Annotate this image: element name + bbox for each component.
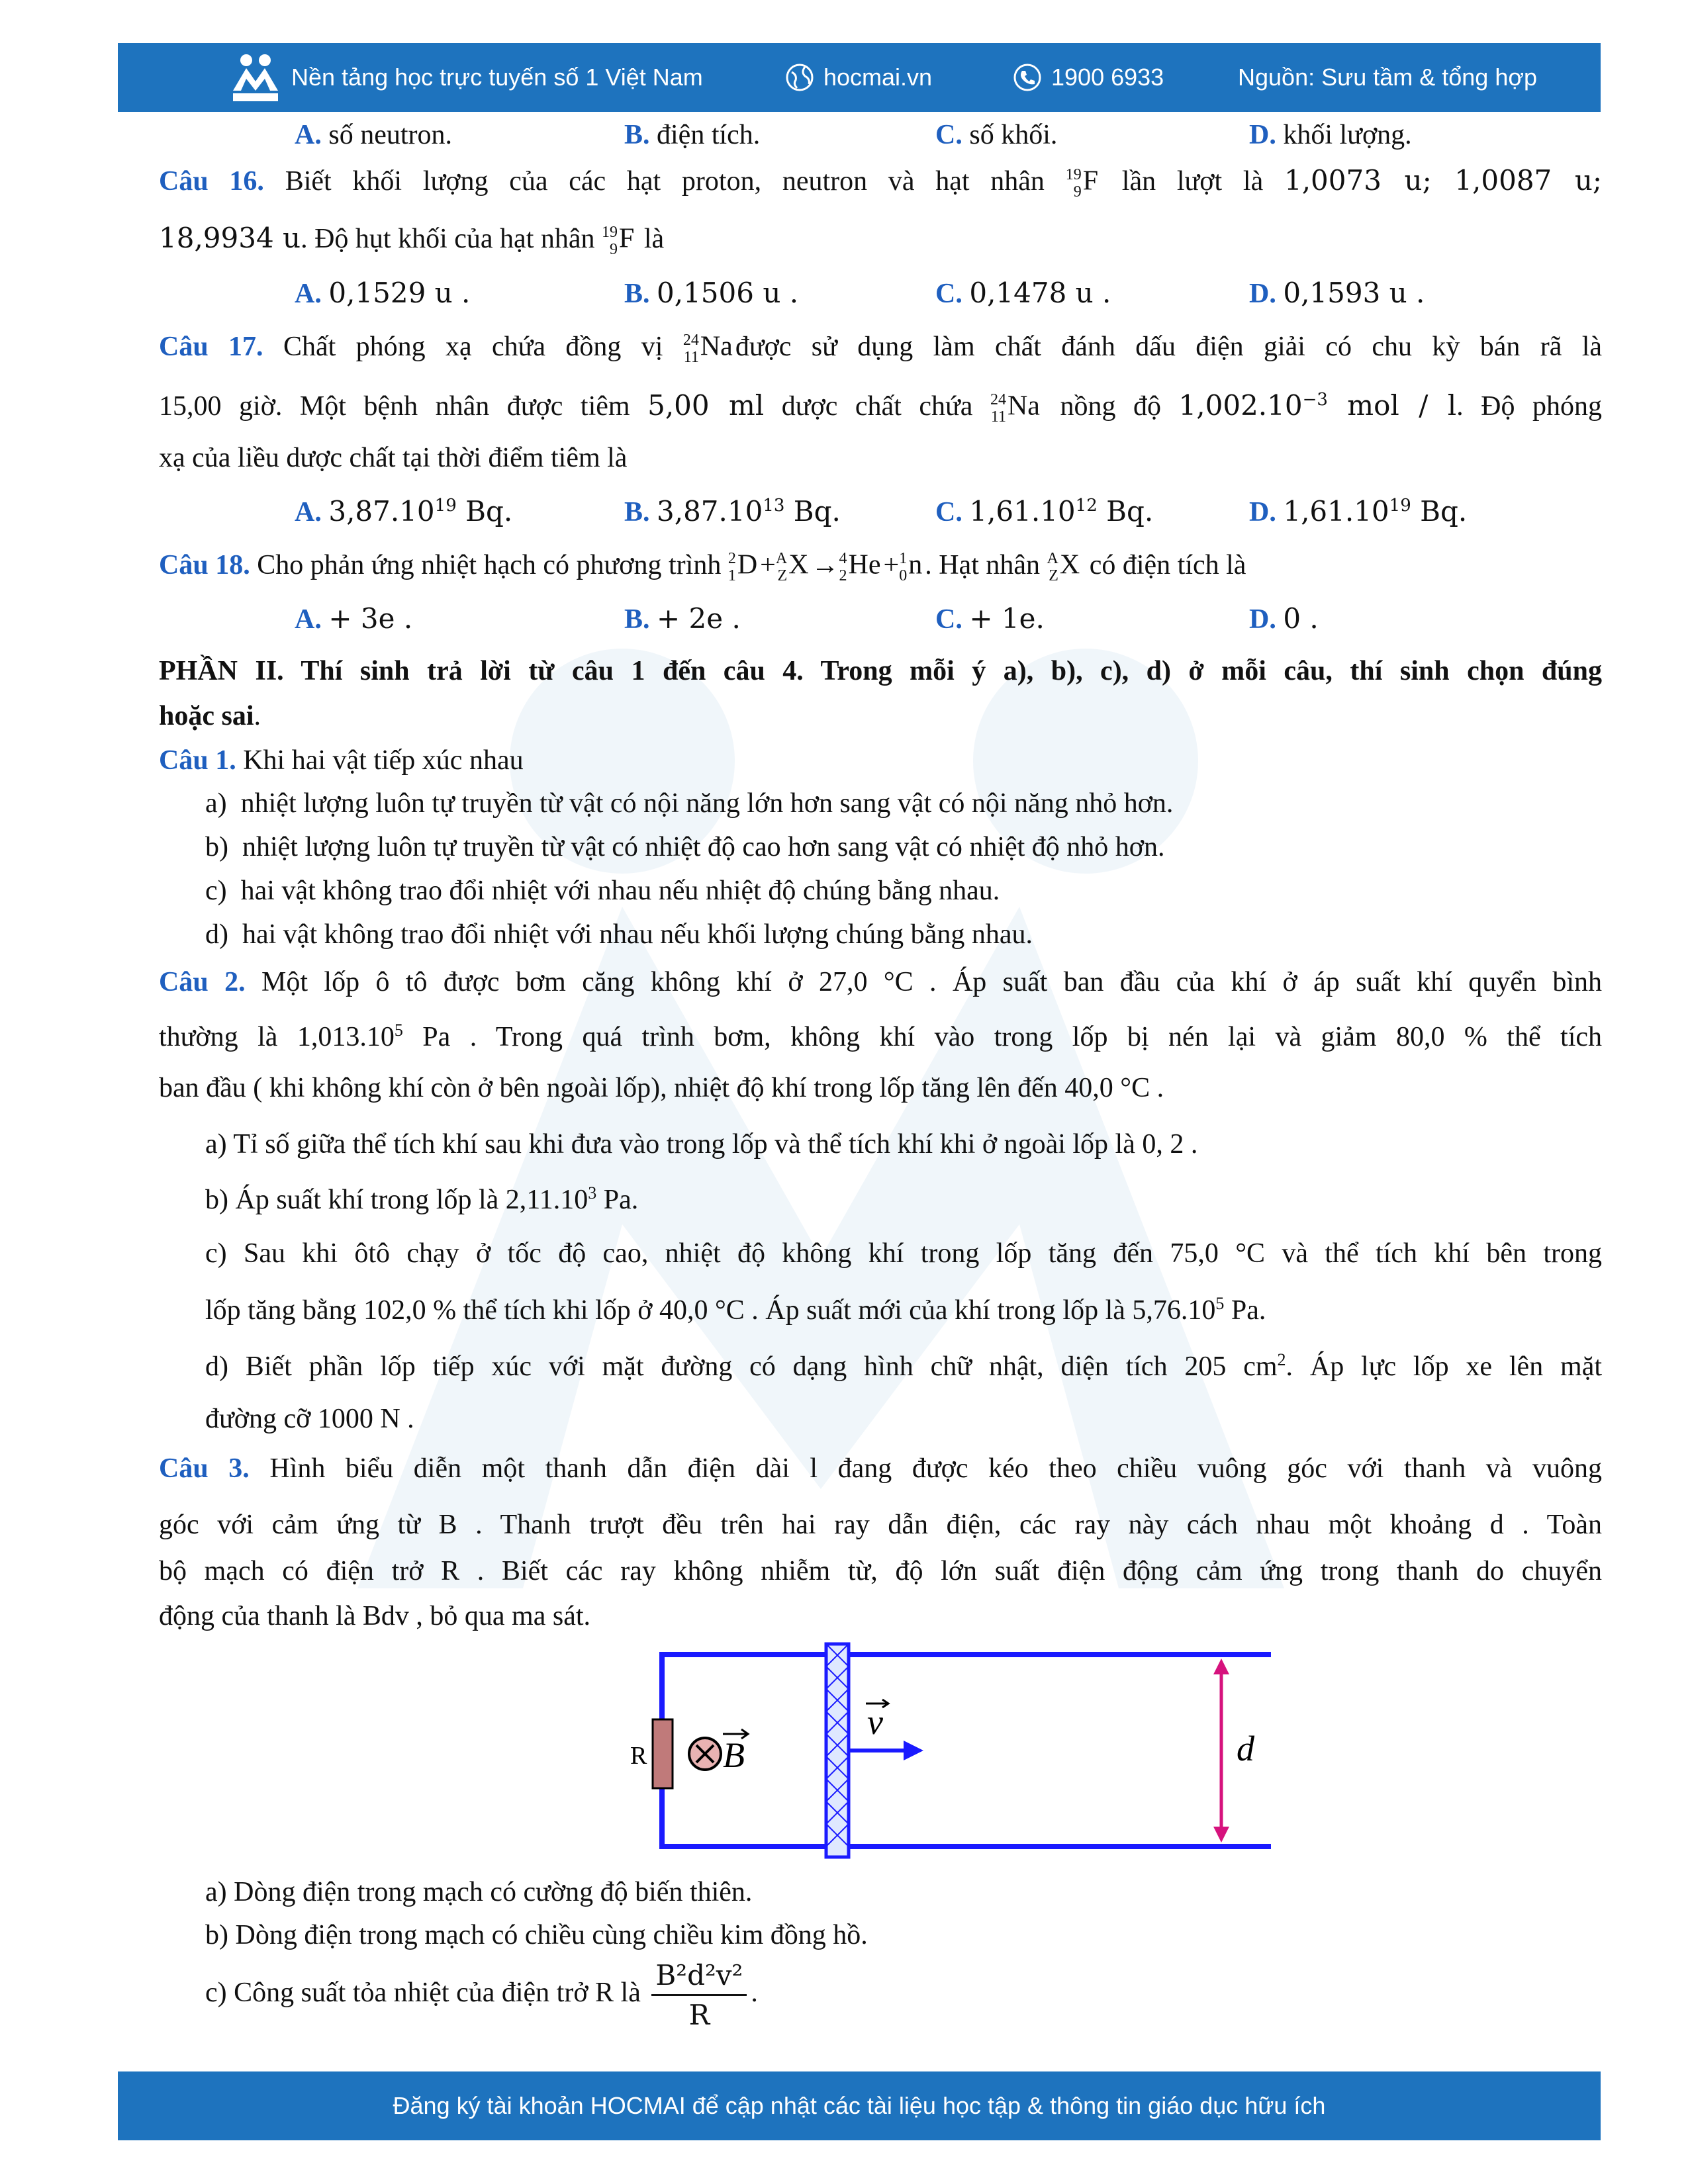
p1-stem: Câu 1. Khi hai vật tiếp xúc nhau (159, 745, 524, 776)
slogan: Nền tảng học trực tuyến số 1 Việt Nam (291, 64, 703, 91)
circuit-figure (622, 1641, 1284, 1860)
distance-arrow-top (1213, 1659, 1229, 1674)
source-note: Nguồn: Sưu tầm & tổng hợp (1238, 64, 1537, 91)
q17-option-c: C. 1,61.10$^{12}$ Bq. (935, 495, 1154, 527)
p3-line-3: bộ mạch có điện trở R . Biết các ray không nhiễm từ, độ lớn suất điện động cảm ứng trong thanh do chuyển (159, 1556, 1602, 1586)
p3-item-b: b) Dòng điện trong mạch có chiều cùng chiều kim đồng hồ. (205, 1920, 868, 1950)
sliding-bar (826, 1644, 849, 1857)
q17-option-b: B. 3,87.10$^{13}$ Bq. (624, 495, 841, 527)
p2-line-1: Câu 2. Một lốp ô tô được bơm căng không khí ở 27,0 °C . Áp suất ban đầu của khí ở áp suất khí quyển bình (159, 967, 1603, 997)
p2-item-d-2: đường cỡ 1000 N . (205, 1404, 414, 1434)
q17-option-d: D. 1,61.10$^{19}$ Bq. (1249, 495, 1468, 527)
p1-item-d: d) hai vật không trao đổi nhiệt với nhau nếu khối lượng chúng bằng nhau. (205, 919, 1033, 950)
p3-line-4: động của thanh là Bdv , bỏ qua ma sát. (159, 1601, 591, 1631)
p3-item-c: c) Công suất tỏa nhiệt của điện trở R là $\frac{\text{B²d²v²}}{R}$ . (205, 1959, 758, 2031)
p1-item-b: b) nhiệt lượng luôn tự truyền từ vật có nhiệt độ cao hơn sang vật có nhiệt độ nhỏ hơn. (205, 832, 1165, 862)
p3-item-a: a) Dòng điện trong mạch có cường độ biến thiên. (205, 1877, 753, 1907)
q18-option-a: A. + 3e . (295, 602, 413, 635)
q16-option-b: B. 0,1506 u . (624, 277, 799, 309)
distance-arrow-bottom (1213, 1827, 1229, 1843)
q17-line-2: 15,00 giờ. Một bệnh nhân được tiêm 5,00 ml dược chất chứa 24 11 Na nồng độ $1,002.10^{-3}$ mol / l. Độ phóng (159, 389, 1603, 426)
q18-option-b: B. + 2e . (624, 602, 741, 635)
q16-line-2: 18,9934 u. Độ hụt khối của hạt nhân 19 9 F là (159, 222, 665, 259)
p3-line-2: góc với cảm ứng từ B . Thanh trượt đều trên hai ray dẫn điện, các ray này cách nhau một khoảng d . Toàn (159, 1510, 1602, 1540)
p2-line-2: thường là 1,013.10$^5$ Pa . Trong quá trình bơm, không khí vào trong lốp bị nén lại và giảm 80,0 % thể tích (159, 1021, 1603, 1052)
p2-item-a: a) Tỉ số giữa thể tích khí sau khi đưa vào trong lốp và thể tích khí khi ở ngoài lốp là 0, 2 . (205, 1129, 1198, 1160)
hocmai-logo-icon (229, 51, 282, 104)
phone-number[interactable]: 1900 6933 (1013, 43, 1164, 112)
q18-option-d: D. 0 . (1249, 602, 1319, 635)
q15-option-b: B. điện tích. (624, 120, 761, 150)
nuclide-f: 19 9 F (1065, 166, 1099, 201)
q17-line-1: Câu 17. Chất phóng xạ chứa đồng vị 24 11 Nađược sử dụng làm chất đánh dấu điện giải có chu kỳ bán rã là (159, 332, 1603, 367)
p1-item-a: a) nhiệt lượng luôn tự truyền từ vật có nội năng lớn hơn sang vật có nội năng nhỏ hơn. (205, 788, 1174, 819)
velocity-arrowhead (904, 1741, 923, 1760)
globe-icon (785, 63, 814, 92)
q16-option-a: A. 0,1529 u . (295, 277, 471, 309)
q15-option-c: C. số khối. (935, 120, 1058, 150)
power-fraction: $\frac{\text{B²d²v²}}{R}$ (651, 1959, 747, 2031)
q17-line-3: xạ của liều dược chất tại thời điểm tiêm là (159, 443, 628, 473)
p2-line-3: ban đầu ( khi không khí còn ở bên ngoài lốp), nhiệt độ khí trong lốp tăng lên đến 40,0 °C . (159, 1073, 1164, 1103)
p1-item-c: c) hai vật không trao đổi nhiệt với nhau nếu nhiệt độ chúng bằng nhau. (205, 876, 1000, 906)
part2-title: PHẦN II. Thí sinh trả lời từ câu 1 đến câu 4. Trong mỗi ý a), b), c), d) ở mỗi câu, thí sinh chọn đúng (159, 656, 1602, 686)
distance-label: d (1237, 1729, 1254, 1768)
left-loop (662, 1655, 827, 1846)
resistor-label: R (630, 1742, 647, 1770)
header-banner (118, 43, 1601, 112)
resistor (653, 1719, 673, 1788)
field-label: B (723, 1735, 745, 1775)
q18-option-c: C. + 1e. (935, 602, 1045, 635)
website-link[interactable]: hocmai.vn (785, 43, 932, 112)
q15-option-a: A. số neutron. (295, 120, 452, 150)
p2-item-c-1: c) Sau khi ôtô chạy ở tốc độ cao, nhiệt độ không khí trong lốp tăng đến 75,0 °C và thể tích khí bên trong (205, 1238, 1602, 1269)
velocity-label: v (867, 1702, 883, 1742)
q17-option-a: A. 3,87.10$^{19}$ Bq. (295, 495, 513, 527)
q16-option-c: C. 0,1478 u . (935, 277, 1111, 309)
p3-line-1: Câu 3. Hình biểu diễn một thanh dẫn điện dài l đang được kéo theo chiều vuông góc với thanh và vuông (159, 1453, 1602, 1484)
p2-item-c-2: lốp tăng bằng 102,0 % thể tích khi lốp ở 40,0 °C . Áp suất mới của khí trong lốp là 5,76.10$^5$ Pa. (205, 1294, 1266, 1326)
p2-item-b: b) Áp suất khí trong lốp là 2,11.10$^3$ Pa. (205, 1183, 639, 1215)
q18-line-1: Câu 18. Cho phản ứng nhiệt hạch có phương trình 2 1 D+ A Z X→ 4 2 He+ 1 0 n. Hạt nhân A Z X có điện tích là (159, 550, 1246, 585)
q16-option-d: D. 0,1593 u . (1249, 277, 1425, 309)
part2-title-2: hoặc sai. (159, 701, 261, 731)
q16-line-1: Câu 16. Biết khối lượng của các hạt proton, neutron và hạt nhân 19 9 F lần lượt là 1,0073 u; 1,0087 u; (159, 164, 1603, 201)
p2-item-d-1: d) Biết phần lốp tiếp xúc với mặt đường có dạng hình chữ nhật, diện tích 205 $cm^2$. Áp lực lốp xe lên mặt (205, 1350, 1603, 1382)
phone-icon (1013, 63, 1042, 92)
q15-option-d: D. khối lượng. (1249, 120, 1412, 150)
footer-banner[interactable]: Đăng ký tài khoản HOCMAI để cập nhật các tài liệu học tập & thông tin giáo dục hữu ích (118, 2071, 1601, 2140)
